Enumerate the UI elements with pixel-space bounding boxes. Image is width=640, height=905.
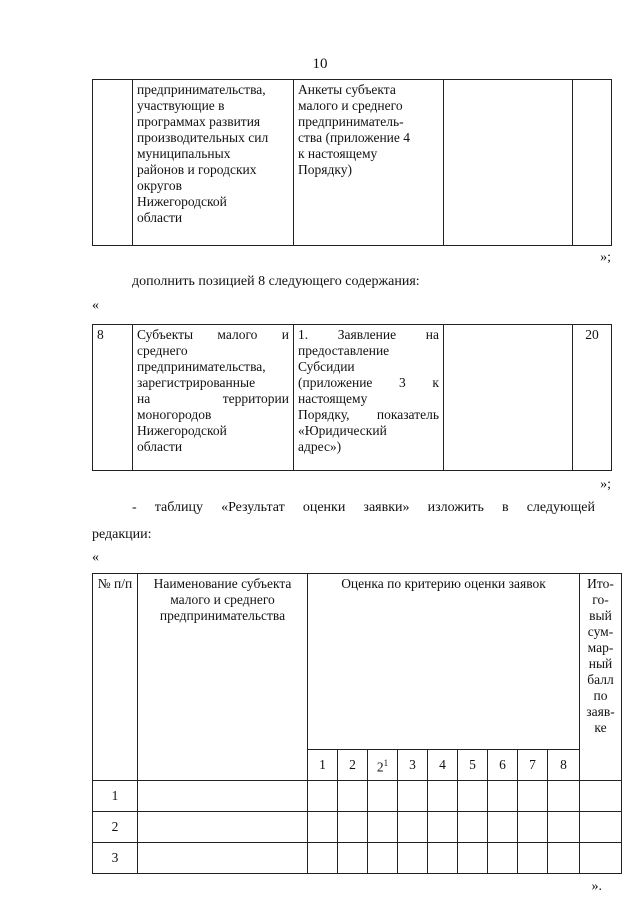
text-line: предоставление xyxy=(298,343,390,358)
text-line: сум- xyxy=(587,624,614,639)
text-line: участвующие в xyxy=(137,98,225,113)
text-line: районов и городских xyxy=(137,162,257,177)
text-line: муниципальных xyxy=(137,146,231,161)
add-position-text: дополнить позицией 8 следующего содержания: xyxy=(132,274,420,289)
text-line: на территории xyxy=(137,391,289,406)
criterion-number: 8 xyxy=(548,750,580,781)
cell-num: 8 xyxy=(93,325,133,471)
close-quote: »; xyxy=(600,477,611,492)
header-total xyxy=(580,574,622,781)
criterion-number: 1 xyxy=(308,750,338,781)
text-line: Субъекты малого и xyxy=(137,327,289,342)
header-scores: Оценка по критерию оценки заявок xyxy=(308,574,580,750)
text-line: адрес») xyxy=(298,439,342,454)
criterion-number: 5 xyxy=(458,750,488,781)
open-quote: « xyxy=(92,298,99,313)
cell-empty xyxy=(444,325,573,471)
text-line: Ито- xyxy=(587,576,614,591)
text-line: Порядку, показатель xyxy=(298,407,439,422)
criterion-number: 2 xyxy=(338,750,368,781)
text-line: предпринимательства, xyxy=(137,359,266,374)
text-line: области xyxy=(137,210,183,225)
cell-documents xyxy=(294,80,444,246)
text-line: области xyxy=(137,439,183,454)
cell-score: 20 xyxy=(573,325,612,471)
close-quote: »; xyxy=(600,250,611,265)
header-name: Наименование субъекта малого и среднего предпринимательства xyxy=(138,574,308,781)
text-line: программах развития xyxy=(137,114,261,129)
text-line: ства (приложение 4 xyxy=(298,130,411,145)
text-line: ный xyxy=(588,656,613,671)
text-line: (приложение 3 к xyxy=(298,375,439,390)
close-quote: ». xyxy=(591,879,602,894)
text-line: производительных сил xyxy=(137,130,269,145)
text-line: Нижегородской xyxy=(137,194,227,209)
cell-score xyxy=(573,80,612,246)
criterion-number: $2^1$ xyxy=(368,750,398,781)
text-line: к настоящему xyxy=(298,146,378,161)
header-num: № п/п xyxy=(93,574,138,781)
table-previous-positions xyxy=(92,79,612,246)
cell-empty xyxy=(444,80,573,246)
text-line: округов xyxy=(137,178,182,193)
text-line: «Юридический xyxy=(298,423,387,438)
criterion-number: 7 xyxy=(518,750,548,781)
paragraph-line-1: - таблицу «Результат оценки заявки» изложить в следующей xyxy=(132,500,595,515)
text-line: предпринимательства, xyxy=(137,82,266,97)
text-line: Субсидии xyxy=(298,359,355,374)
row-number: 3 xyxy=(93,843,138,874)
text-line: мар- xyxy=(587,640,614,655)
text-line: 1. Заявление на xyxy=(298,327,439,342)
text-line: Анкеты субъекта xyxy=(298,82,396,97)
table-position-8 xyxy=(92,324,612,471)
cell-num xyxy=(93,80,133,246)
row-number: 1 xyxy=(93,781,138,812)
cell-documents xyxy=(294,325,444,471)
criterion-number: 3 xyxy=(398,750,428,781)
text-line: малого и среднего xyxy=(298,98,403,113)
row-number: 2 xyxy=(93,812,138,843)
cell-recipients xyxy=(133,325,294,471)
paragraph-line-2: редакции: xyxy=(92,527,152,542)
page-number: 10 xyxy=(312,56,328,72)
cell-recipients xyxy=(133,80,294,246)
text-line: предприниматель- xyxy=(298,114,404,129)
table-application-result xyxy=(92,573,622,874)
text-line: го- xyxy=(592,592,609,607)
text-line: Порядку) xyxy=(298,162,352,177)
text-line: зарегистрированные xyxy=(137,375,256,390)
text-line: ке xyxy=(594,720,607,735)
table-row xyxy=(93,812,622,843)
text-line: вый xyxy=(589,608,612,623)
text-line: Нижегородской xyxy=(137,423,227,438)
text-line: среднего xyxy=(137,343,188,358)
text-line: по xyxy=(593,688,608,703)
criterion-number: 4 xyxy=(428,750,458,781)
text-line: настоящему xyxy=(298,391,368,406)
text-line: моногородов xyxy=(137,407,212,422)
table-row xyxy=(93,843,622,874)
text-line: балл xyxy=(587,672,614,687)
table-row xyxy=(93,781,622,812)
criterion-number: 6 xyxy=(488,750,518,781)
open-quote: « xyxy=(92,550,99,565)
text-line: заяв- xyxy=(586,704,615,719)
